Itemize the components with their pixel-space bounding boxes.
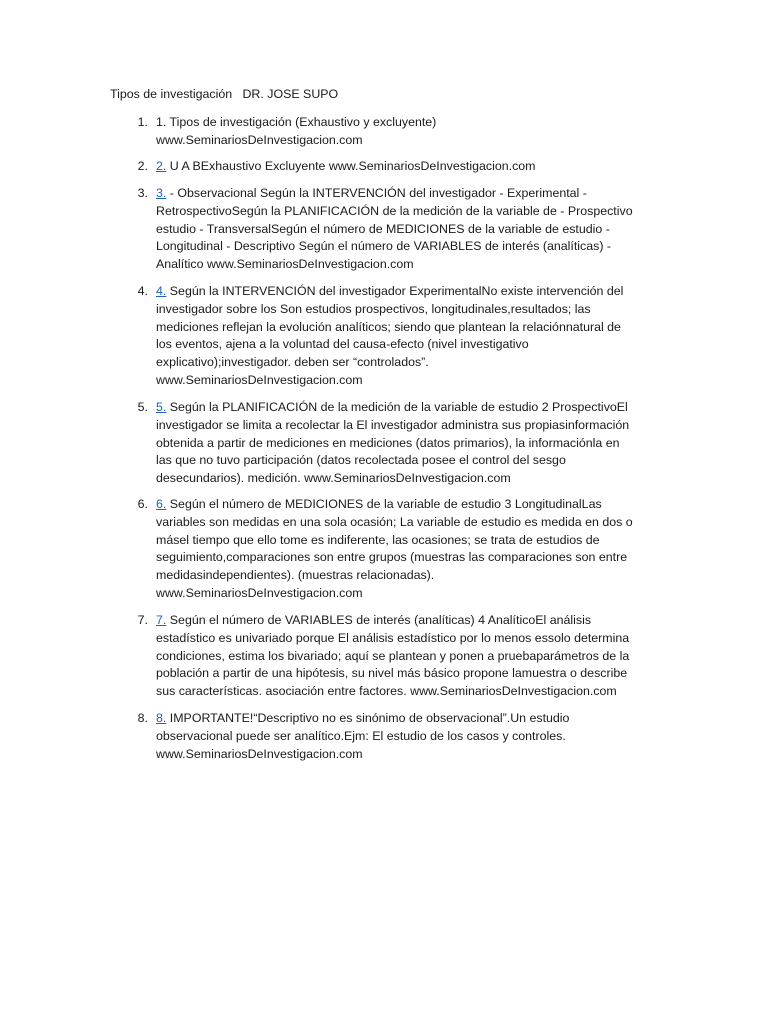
list-number: 4. xyxy=(137,284,148,298)
text-line: 3. - Observacional Según la INTERVENCIÓN del investigador - Experimental - xyxy=(156,186,587,200)
text-line: población a partir de una hipótesis, su nivel más básico propone lamuestra o describe xyxy=(156,666,628,681)
list-item-text xyxy=(156,283,656,390)
item-link[interactable]: 8. xyxy=(156,711,167,725)
text-line: desecundarios). medición. www.SeminariosDeInvestigacion.com xyxy=(156,471,511,486)
text-line: www.SeminariosDeInvestigacion.com xyxy=(156,585,363,600)
list-number: 6. xyxy=(137,497,148,511)
item-link[interactable]: 7. xyxy=(156,613,167,627)
list-item-text xyxy=(156,710,656,763)
list-item-text xyxy=(156,185,656,274)
text-line: 7. Según el número de VARIABLES de interés (analíticas) 4 AnalíticoEl análisis xyxy=(156,613,592,627)
list-item-text xyxy=(156,114,656,150)
text-line: investigador se limita a recolectar la El investigador administra sus propiasinformación xyxy=(156,417,630,432)
item-link[interactable]: 4. xyxy=(156,284,167,298)
list-number: 2. xyxy=(137,159,148,173)
text-line: www.SeminariosDeInvestigacion.com xyxy=(156,372,363,387)
text-line: 6. Según el número de MEDICIONES de la variable de estudio 3 LongitudinalLas xyxy=(156,497,602,511)
text-line: másel tiempo que ello tome es indiferente, las ocasiones; se trata de estudios de xyxy=(156,532,600,547)
text-line: los eventos, ajena a la voluntad del causa-efecto (nivel investigativo xyxy=(156,337,529,352)
text-line: condiciones, estima los bivariado; aquí se plantean y ponen a pruebaparámetros de la xyxy=(156,648,630,663)
text-line: observacional puede ser analítico.Ejm: El estudio de los casos y controles. xyxy=(156,728,566,743)
list-number: 8. xyxy=(137,711,148,725)
text-line: 5. Según la PLANIFICACIÓN de la medición de la variable de estudio 2 ProspectivoEl xyxy=(156,400,628,414)
text-line: sus características. asociación entre factores. www.SeminariosDeInvestigacion.com xyxy=(156,684,617,699)
list-item-text xyxy=(156,612,656,701)
list-item-text xyxy=(156,496,656,603)
text-line: 2. U A BExhaustivo Excluyente www.SeminariosDeInvestigacion.com xyxy=(156,159,536,173)
list-number: 5. xyxy=(137,400,148,414)
text-line: 8. IMPORTANTE!“Descriptivo no es sinónimo de observacional”.Un estudio xyxy=(156,711,570,725)
item-link[interactable]: 3. xyxy=(156,186,167,200)
item-link[interactable]: 5. xyxy=(156,400,167,414)
item-link[interactable]: 2. xyxy=(156,159,167,173)
text-line: Analítico www.SeminariosDeInvestigacion.com xyxy=(156,257,414,272)
text-line: seguimiento,comparaciones son entre grupos (muestras las comparaciones son entre xyxy=(156,550,628,565)
text-line: www.SeminariosDeInvestigacion.com xyxy=(156,746,363,761)
text-line: mediciones reflejan la evolución analíticos; siendo que plantean la relaciónnatural de xyxy=(156,319,621,334)
text-line: medidasindependientes). (muestras relacionadas). xyxy=(156,568,435,583)
text-line: 4. Según la INTERVENCIÓN del investigador ExperimentalNo existe intervención del xyxy=(156,284,624,298)
text-line: RetrospectivoSegún la PLANIFICACIÓN de la medición de la variable de - Prospectivo xyxy=(156,203,633,218)
text-line: www.SeminariosDeInvestigacion.com xyxy=(156,132,363,147)
text-line: 1. Tipos de investigación (Exhaustivo y excluyente) xyxy=(156,115,437,129)
text-line: Longitudinal - Descriptivo Según el número de VARIABLES de interés (analíticas) - xyxy=(156,239,612,254)
text-line: estudio - TransversalSegún el número de MEDICIONES de la variable de estudio - xyxy=(156,221,610,236)
text-line: estadístico es univariado porque El análisis estadístico por lo menos essolo determina xyxy=(156,630,630,645)
document-title: Tipos de investigación DR. JOSE SUPO xyxy=(110,87,339,101)
text-line: variables son medidas en una sola ocasión; La variable de estudio es medida en dos o xyxy=(156,514,633,529)
text-line: las que no tuvo participación (datos recolectada posee el control del sesgo xyxy=(156,453,566,468)
item-link[interactable]: 6. xyxy=(156,497,167,511)
list-number: 1. xyxy=(137,115,148,129)
list-item-text xyxy=(156,399,656,488)
list-item-text xyxy=(156,158,656,176)
text-line: obtenida a partir de mediciones en mediciones (datos primarios), la informaciónla en xyxy=(156,435,620,450)
list-number: 3. xyxy=(137,186,148,200)
text-line: investigador sobre los Son estudios prospectivos, longitudinales,resultados; las xyxy=(156,301,591,316)
text-line: explicativo);investigador. deben ser “controlados”. xyxy=(156,355,429,370)
list-number: 7. xyxy=(137,613,148,627)
